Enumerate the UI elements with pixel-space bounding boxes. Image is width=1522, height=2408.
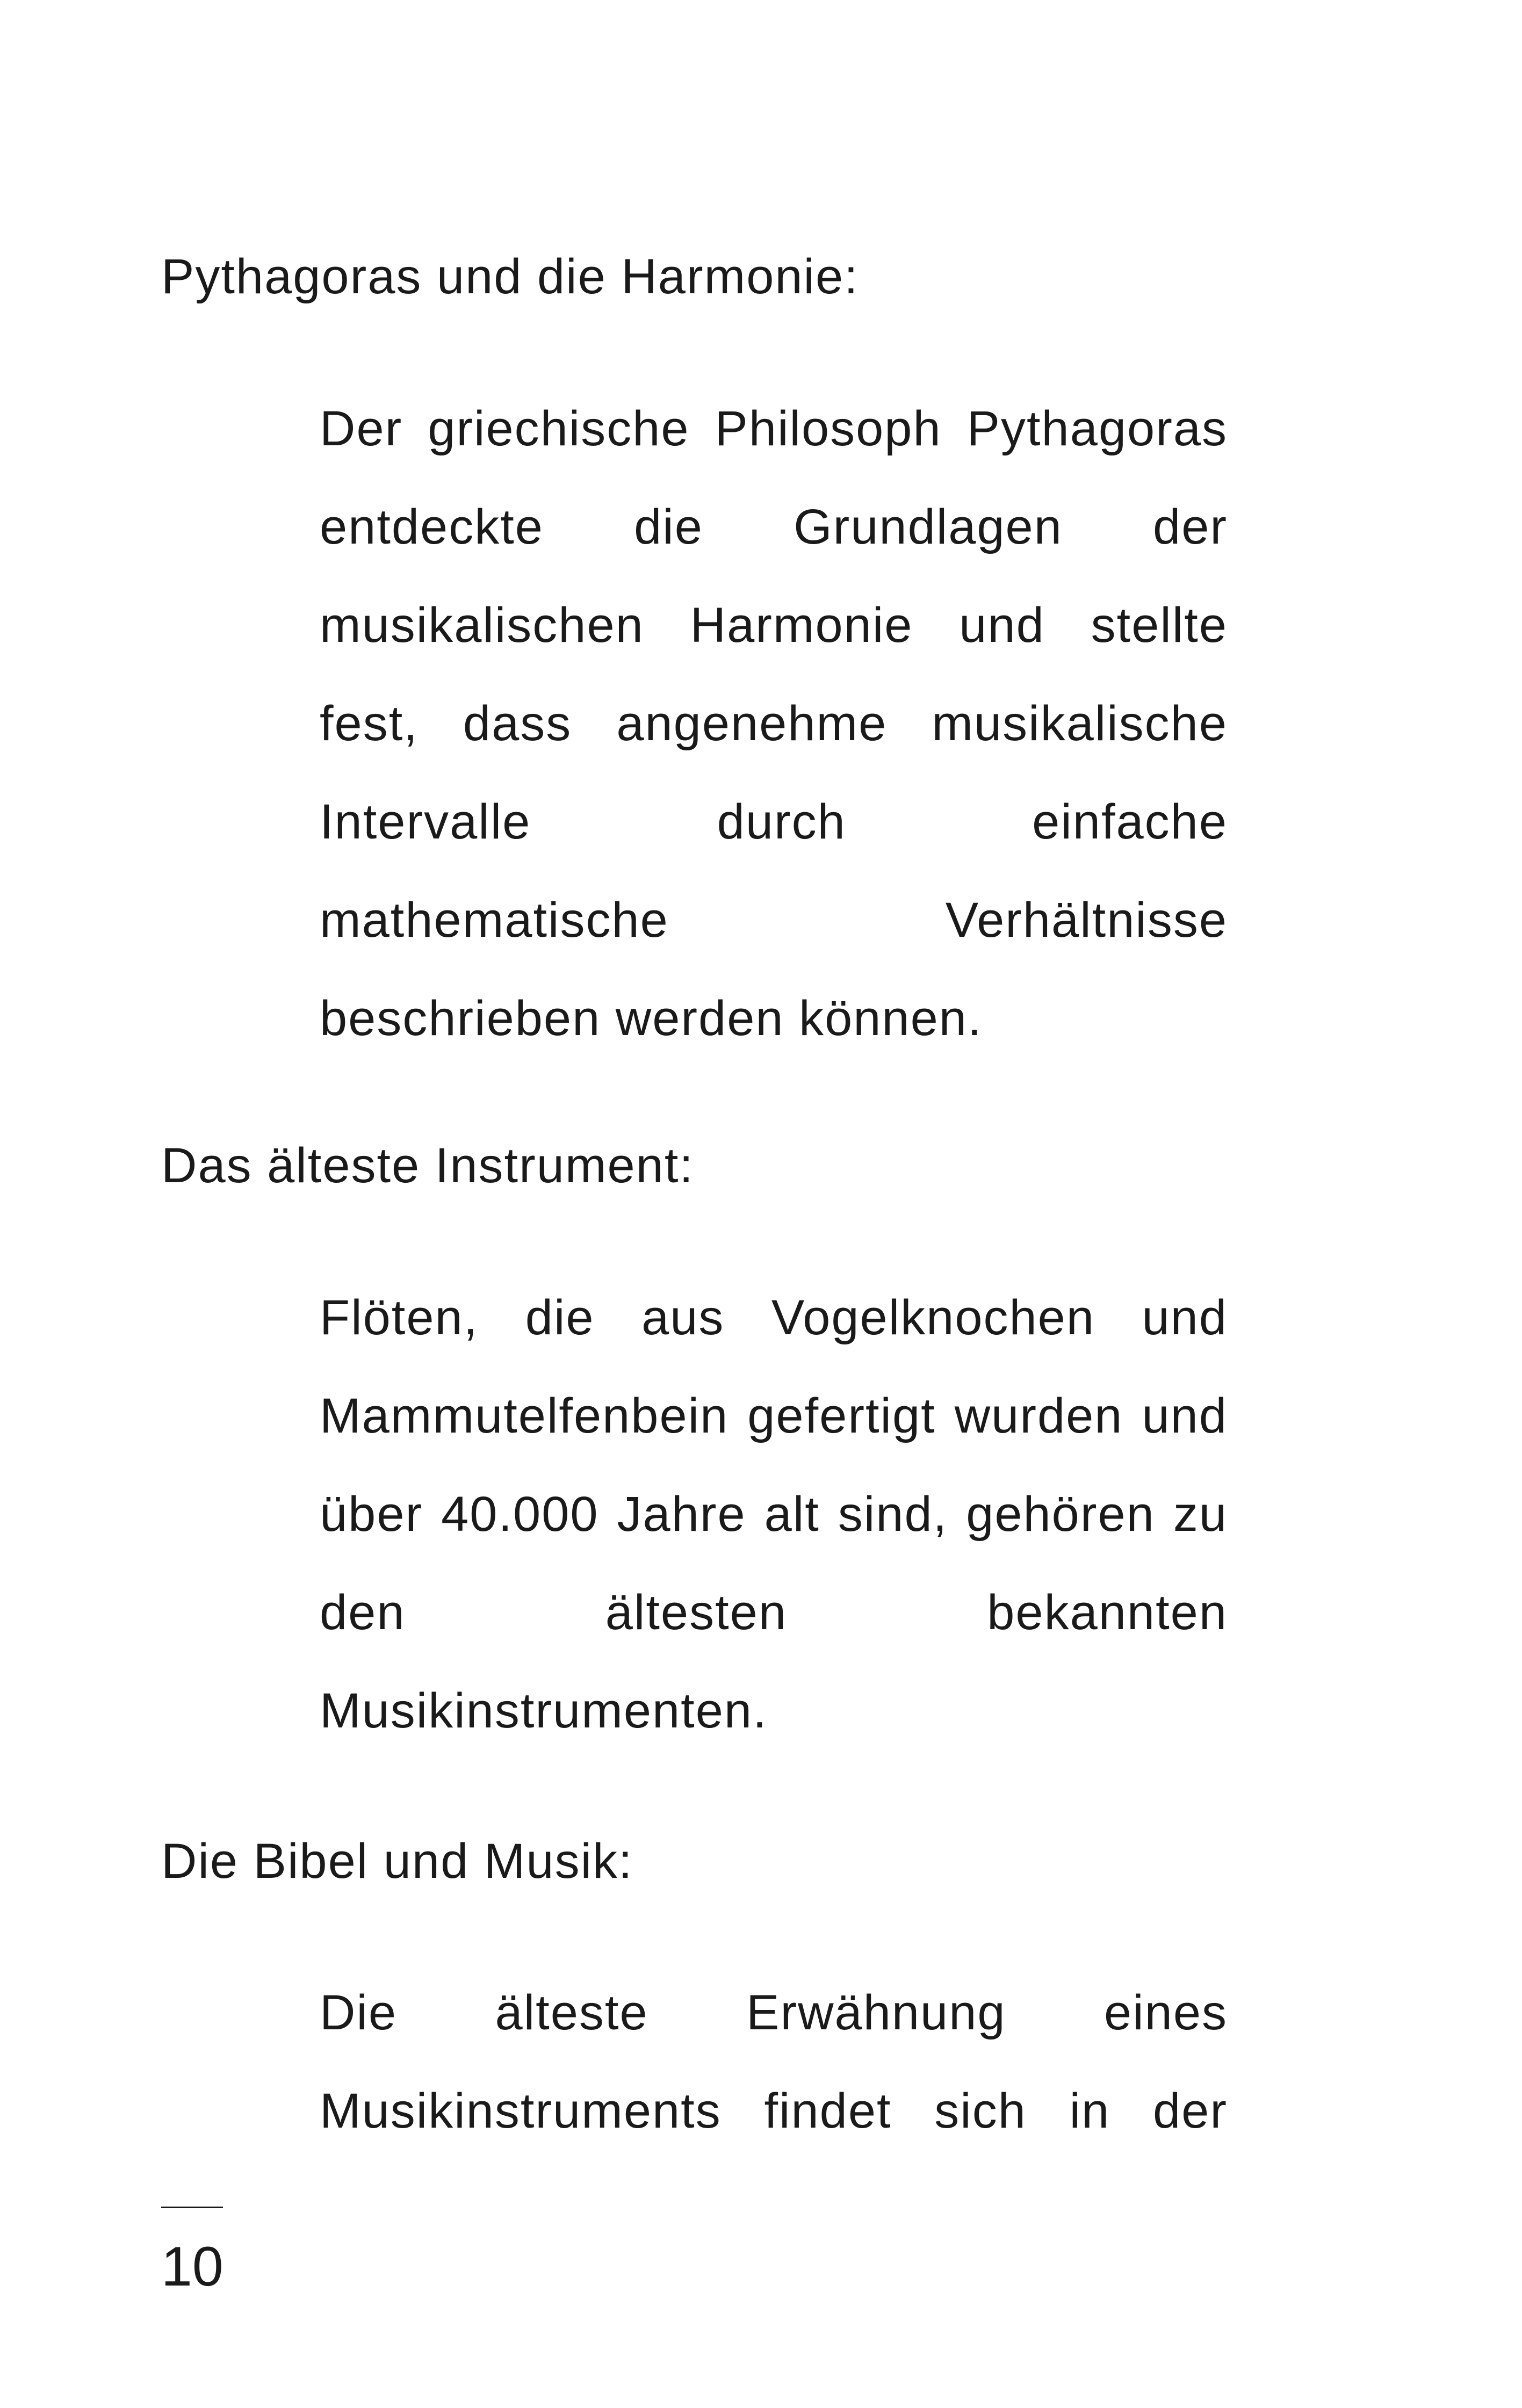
section-heading-pythagoras: Pythagoras und die Harmonie: — [161, 249, 859, 304]
footer-rule — [161, 2207, 223, 2208]
section-heading-oldest-instrument: Das älteste Instrument: — [161, 1138, 694, 1193]
section-paragraph-oldest-instrument: Flöten, die aus Vogelknochen und Mammutelfenbein gefertigt wurden und über 40.000 Jahre alt sind, gehören zu den ältesten bekannten Musikinstrumenten. — [320, 1290, 1228, 1738]
section-heading-bible-music: Die Bibel und Musik: — [161, 1834, 633, 1889]
page-number: 10 — [161, 2236, 223, 2298]
section-paragraph-pythagoras: Der griechische Philosoph Pythagoras entdeckte die Grundlagen der musikalischen Harmonie und stellte fest, dass angenehme musikalische Intervalle durch einfache mathematische Verhältnisse beschrieben werden können. — [320, 401, 1228, 1046]
section-paragraph-bible-music: Die älteste Erwähnung eines Musikinstruments findet sich in der — [320, 1985, 1228, 2138]
